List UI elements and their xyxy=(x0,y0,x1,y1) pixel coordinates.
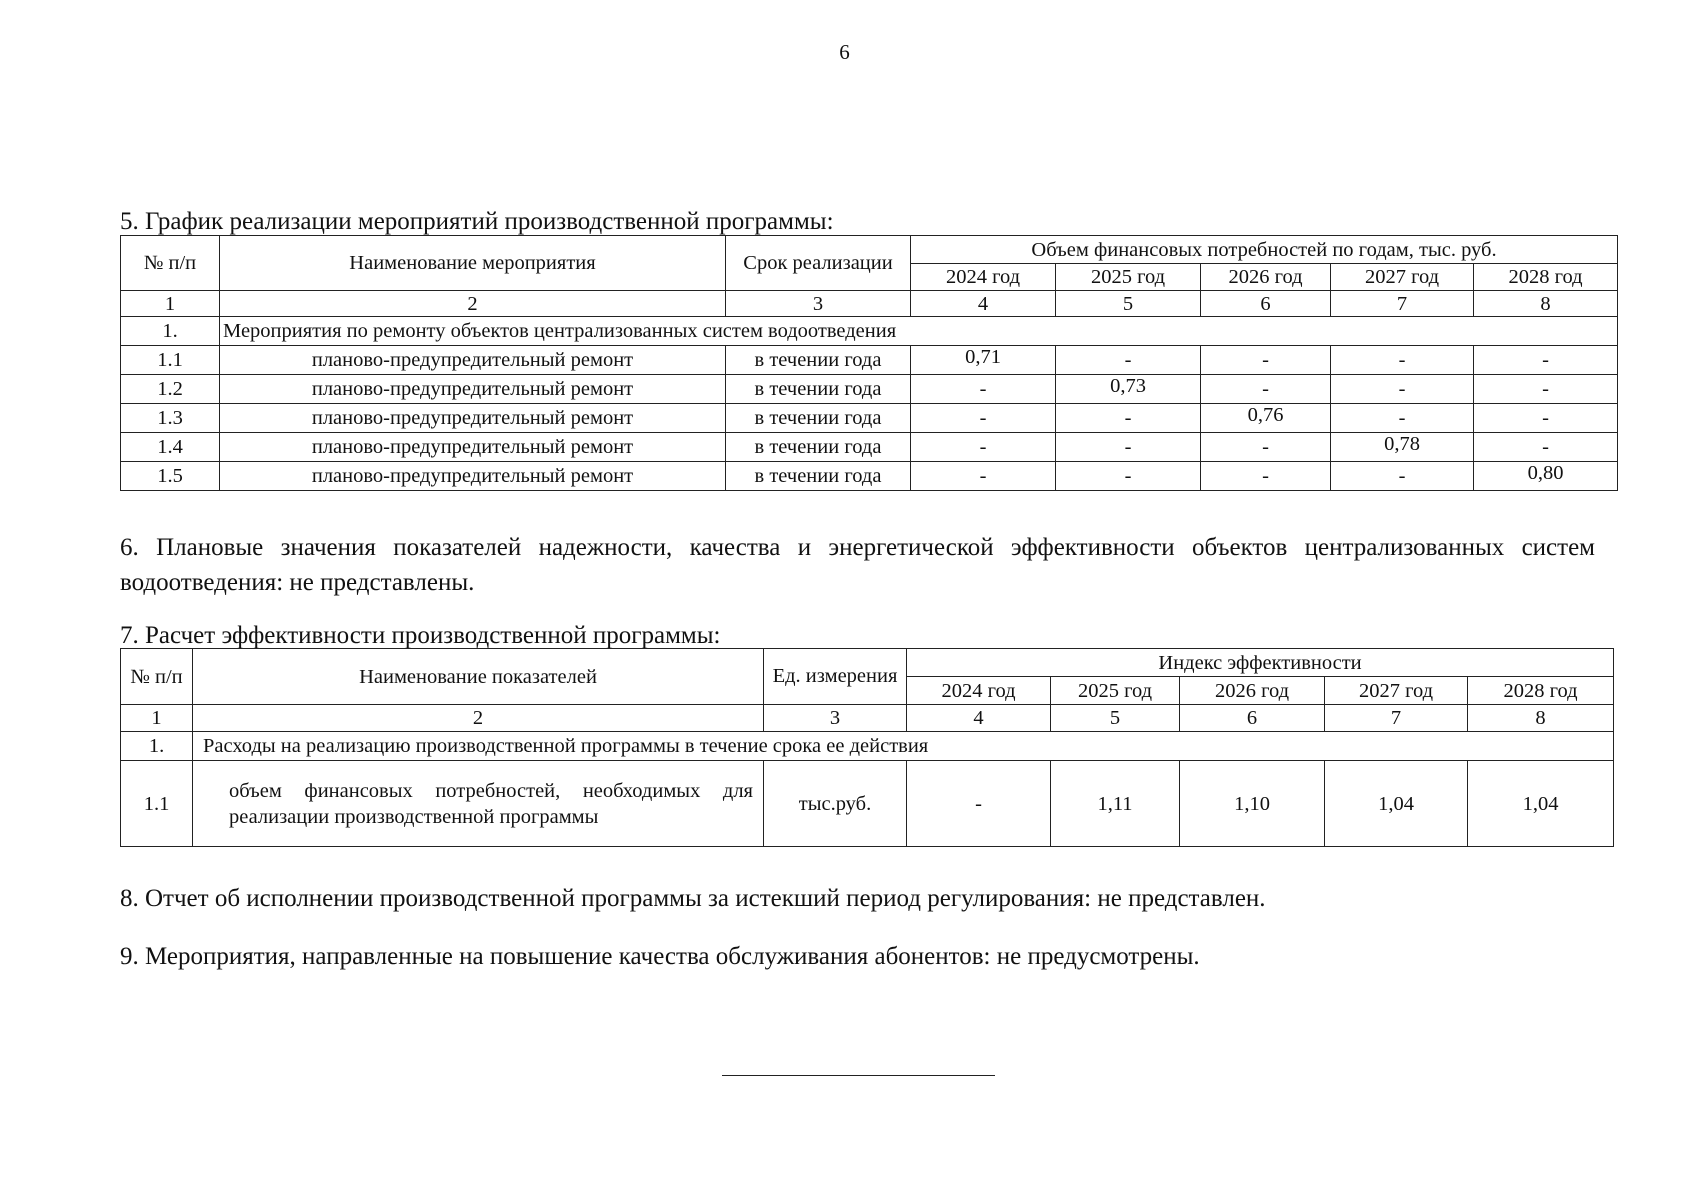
group-num: 1. xyxy=(121,317,220,346)
section-9-text: 9. Мероприятия, направленные на повышение качества обслуживания абонентов: не предусмотрены. xyxy=(120,943,1200,970)
row-num: 1.4 xyxy=(121,433,220,462)
page-number: 6 xyxy=(839,40,850,64)
row-name: планово-предупредительный ремонт xyxy=(220,404,726,433)
row-value: - xyxy=(1331,404,1474,433)
row-value: 1,10 xyxy=(1180,761,1325,847)
group-title: Мероприятия по ремонту объектов централизованных систем водоотведения xyxy=(220,317,1618,346)
row-value: - xyxy=(1056,346,1201,375)
row-term: в течении года xyxy=(726,375,911,404)
index-cell: 3 xyxy=(764,705,907,732)
row-num: 1.1 xyxy=(121,346,220,375)
header-term: Срок реализации xyxy=(726,236,911,291)
row-term: в течении года xyxy=(726,462,911,491)
row-value: - xyxy=(1474,404,1618,433)
row-value: 1,11 xyxy=(1051,761,1180,847)
row-value: 0,78 xyxy=(1331,433,1474,462)
row-num: 1.5 xyxy=(121,462,220,491)
group-num: 1. xyxy=(121,732,193,761)
header-unit: Ед. измерения xyxy=(764,649,907,705)
row-value: 0,71 xyxy=(911,346,1056,375)
index-cell: 8 xyxy=(1474,291,1618,317)
index-cell: 5 xyxy=(1051,705,1180,732)
row-value: - xyxy=(1331,375,1474,404)
row-value: 0,80 xyxy=(1474,462,1618,491)
row-num: 1.2 xyxy=(121,375,220,404)
table-row xyxy=(121,375,1618,404)
section-5-heading: 5. График реализации мероприятий производственной программы: xyxy=(120,208,834,235)
section-7-heading: 7. Расчет эффективности производственной программы: xyxy=(120,622,721,649)
row-name: планово-предупредительный ремонт xyxy=(220,433,726,462)
row-value: - xyxy=(1201,433,1331,462)
row-name: планово-предупредительный ремонт xyxy=(220,375,726,404)
header-name: Наименование мероприятия xyxy=(220,236,726,291)
row-num: 1.3 xyxy=(121,404,220,433)
row-value: - xyxy=(1474,375,1618,404)
efficiency-table xyxy=(120,648,1614,847)
header-index: Индекс эффективности xyxy=(907,649,1614,677)
row-value: 1,04 xyxy=(1468,761,1614,847)
row-value: - xyxy=(1201,346,1331,375)
row-value: 1,04 xyxy=(1325,761,1468,847)
row-term: в течении года xyxy=(726,433,911,462)
header-volume: Объем финансовых потребностей по годам, тыс. руб. xyxy=(911,236,1618,264)
index-cell: 1 xyxy=(121,291,220,317)
table-row xyxy=(121,346,1618,375)
row-name: объем финансовых потребностей, необходимых для реализации производственной программы xyxy=(193,761,764,847)
row-value: - xyxy=(1331,462,1474,491)
index-cell: 7 xyxy=(1325,705,1468,732)
table-row xyxy=(121,462,1618,491)
row-value: - xyxy=(1201,462,1331,491)
section-8-text: 8. Отчет об исполнении производственной программы за истекший период регулирования: не представлен. xyxy=(120,885,1266,912)
year-header: 2025 год xyxy=(1056,264,1201,291)
group-title: Расходы на реализацию производственной программы в течение срока ее действия xyxy=(193,732,1614,761)
row-value: - xyxy=(1201,375,1331,404)
row-unit: тыс.руб. xyxy=(764,761,907,847)
year-header: 2028 год xyxy=(1468,677,1614,705)
row-value: - xyxy=(1056,433,1201,462)
row-name: планово-предупредительный ремонт xyxy=(220,462,726,491)
year-header: 2026 год xyxy=(1201,264,1331,291)
index-cell: 2 xyxy=(220,291,726,317)
row-value: 0,73 xyxy=(1056,375,1201,404)
row-value: 0,76 xyxy=(1201,404,1331,433)
row-value: - xyxy=(1331,346,1474,375)
header-num: № п/п xyxy=(121,236,220,291)
row-name: планово-предупредительный ремонт xyxy=(220,346,726,375)
row-term: в течении года xyxy=(726,346,911,375)
year-header: 2028 год xyxy=(1474,264,1618,291)
year-header: 2025 год xyxy=(1051,677,1180,705)
index-cell: 5 xyxy=(1056,291,1201,317)
index-cell: 8 xyxy=(1468,705,1614,732)
row-term: в течении года xyxy=(726,404,911,433)
year-header: 2027 год xyxy=(1331,264,1474,291)
index-cell: 6 xyxy=(1180,705,1325,732)
year-header: 2026 год xyxy=(1180,677,1325,705)
row-value: - xyxy=(1474,346,1618,375)
header-num: № п/п xyxy=(121,649,193,705)
section-6-text: 6. Плановые значения показателей надежности, качества и энергетической эффективности объектов централизованных систем водоотведения: не представлены. xyxy=(120,534,1595,596)
row-value: - xyxy=(1056,404,1201,433)
row-value: - xyxy=(911,462,1056,491)
year-header: 2024 год xyxy=(911,264,1056,291)
row-value: - xyxy=(1056,462,1201,491)
table-row xyxy=(121,761,1614,847)
row-value: - xyxy=(1474,433,1618,462)
table-row xyxy=(121,404,1618,433)
row-num: 1.1 xyxy=(121,761,193,847)
index-cell: 3 xyxy=(726,291,911,317)
year-header: 2024 год xyxy=(907,677,1051,705)
schedule-table xyxy=(120,235,1618,491)
index-cell: 4 xyxy=(907,705,1051,732)
year-header: 2027 год xyxy=(1325,677,1468,705)
row-value: - xyxy=(911,404,1056,433)
index-cell: 1 xyxy=(121,705,193,732)
table-row xyxy=(121,433,1618,462)
row-value: - xyxy=(911,375,1056,404)
separator-line xyxy=(722,1075,995,1076)
index-cell: 4 xyxy=(911,291,1056,317)
index-cell: 2 xyxy=(193,705,764,732)
header-name: Наименование показателей xyxy=(193,649,764,705)
row-value: - xyxy=(911,433,1056,462)
index-cell: 7 xyxy=(1331,291,1474,317)
index-cell: 6 xyxy=(1201,291,1331,317)
row-value: - xyxy=(907,761,1051,847)
